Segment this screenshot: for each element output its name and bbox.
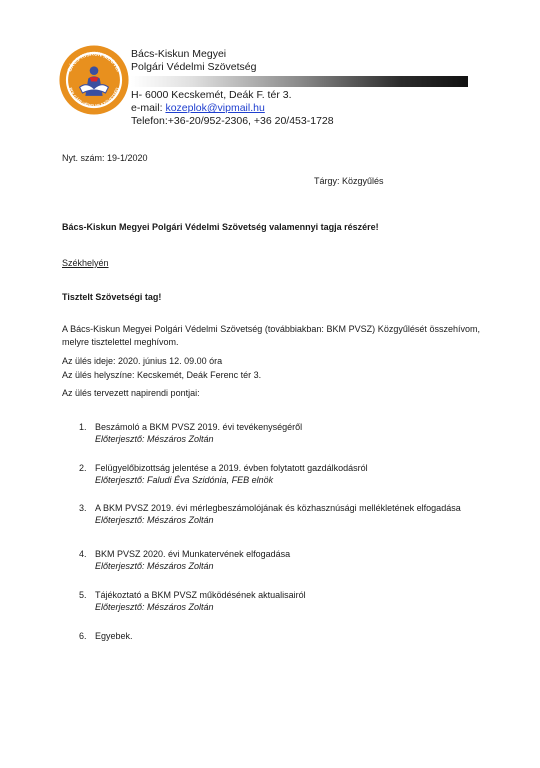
contact-block	[131, 89, 334, 128]
agenda-item	[79, 589, 479, 613]
address: H- 6000 Kecskemét, Deák F. tér 3.	[131, 89, 292, 101]
phone: Telefon:+36-20/952-2306, +36 20/453-1728	[131, 115, 334, 127]
agenda-item	[79, 548, 479, 572]
location-note: Székhelyén	[62, 258, 109, 268]
agenda-item	[79, 421, 479, 445]
header-gradient-bar	[131, 76, 468, 87]
agenda-item-number: 3.	[79, 503, 87, 513]
logo-text-bottom: POLGÁRI VÉDELMI SZÖVETSÉG	[67, 86, 121, 109]
agenda-item-number: 2.	[79, 463, 87, 473]
agenda-item-text: Felügyelőbizottság jelentése a 2019. évben folytatott gazdálkodásról	[95, 463, 368, 473]
agenda-item	[79, 630, 479, 642]
organization-logo	[58, 44, 130, 116]
agenda-item-presenter: Előterjesztő: Mészáros Zoltán	[95, 515, 214, 525]
agenda-item	[79, 462, 479, 486]
organization-name	[131, 48, 256, 74]
agenda-item-presenter: Előterjesztő: Faludi Éva Szidónia, FEB elnök	[95, 475, 274, 485]
email-link[interactable]: kozeplok@vipmail.hu	[165, 102, 265, 114]
subject-line: Tárgy: Közgyűlés	[314, 176, 384, 186]
agenda-item-text: Egyebek.	[95, 631, 133, 641]
org-name-line2: Polgári Védelmi Szövetség	[131, 61, 257, 73]
agenda-item-presenter: Előterjesztő: Mészáros Zoltán	[95, 602, 214, 612]
agenda-item-number: 6.	[79, 631, 87, 641]
meeting-time: Az ülés ideje: 2020. június 12. 09.00 óra	[62, 356, 223, 366]
agenda-item-number: 1.	[79, 422, 87, 432]
agenda-item-text: A BKM PVSZ 2019. évi mérlegbeszámolójának és közhasznúsági mellékletének elfogadása	[95, 503, 461, 513]
agenda-item-presenter: Előterjesztő: Mészáros Zoltán	[95, 434, 214, 444]
agenda-item	[79, 502, 479, 526]
agenda-intro: Az ülés tervezett napirendi pontjai:	[62, 388, 200, 398]
intro-paragraph: A Bács-Kiskun Megyei Polgári Védelmi Szövetség (továbbiakban: BKM PVSZ) Közgyűlését összehívom, melyre tisztelettel meghívom.	[62, 324, 480, 347]
meeting-place: Az ülés helyszíne: Kecskemét, Deák Ferenc tér 3.	[62, 370, 262, 380]
addressee: Bács-Kiskun Megyei Polgári Védelmi Szövetség valamennyi tagja részére!	[62, 222, 379, 232]
reference-number: Nyt. szám: 19-1/2020	[62, 153, 148, 163]
agenda-item-text: BKM PVSZ 2020. évi Munkatervének elfogadása	[95, 549, 291, 559]
logo-text-top: BÁCS-KISKUN MEGYEI	[67, 51, 121, 73]
email-label: e-mail:	[131, 102, 163, 114]
agenda-item-presenter: Előterjesztő: Mészáros Zoltán	[95, 561, 214, 571]
agenda-item-number: 4.	[79, 549, 87, 559]
agenda-item-number: 5.	[79, 590, 87, 600]
org-name-line1: Bács-Kiskun Megyei	[131, 48, 227, 60]
email-line	[131, 102, 334, 115]
salutation: Tisztelt Szövetségi tag!	[62, 292, 162, 302]
agenda-item-text: Tájékoztató a BKM PVSZ működésének aktualisairól	[95, 590, 306, 600]
agenda-item-text: Beszámoló a BKM PVSZ 2019. évi tevékenységéről	[95, 422, 303, 432]
